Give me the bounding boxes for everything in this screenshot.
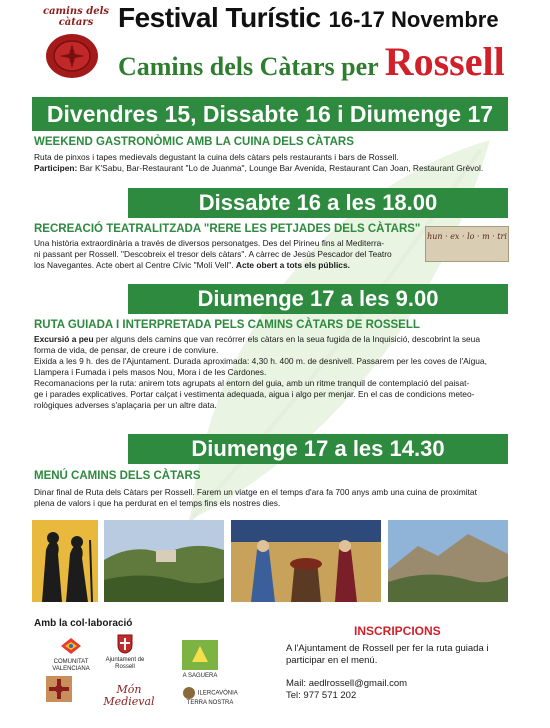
banner-sunday-morning: Diumenge 17 a les 9.00	[128, 284, 508, 314]
logo-text: camins dels càtars	[42, 6, 110, 28]
photo-cathar-silhouettes	[32, 520, 98, 602]
silhouettes-illustration	[32, 520, 98, 602]
text-bold-segment: Acte obert a tots els públics.	[235, 260, 350, 270]
banner-saturday: Dissabte 16 a les 18.00	[128, 188, 508, 218]
text-line	[34, 163, 514, 174]
sponsor-name: Ajuntament de Rossell	[105, 657, 145, 670]
sponsor-mon-medieval: Món Medieval	[103, 683, 155, 708]
section-text-menu	[34, 487, 518, 509]
photo-medieval-manuscript	[231, 520, 381, 602]
mountain-illustration	[388, 520, 508, 602]
text-line: rològiques adverses s'aplaçaria per un altre data.	[34, 400, 217, 410]
text-line: Ruta de pinxos i tapes medievals degustant la cuina dels càtars pels restaurants i bars de Rossell.	[34, 152, 399, 162]
sponsor-name: ILERCAVÒNIA TERRA NOSTRA	[186, 690, 238, 706]
sponsor-cross-logo	[44, 676, 74, 705]
inscriptions-text: A l'Ajuntament de Rossell per fer la ruta guiada i participar en el menú.	[286, 643, 489, 666]
comunitat-valenciana-logo-icon	[59, 636, 83, 656]
contact-phone[interactable]: Tel: 977 571 202	[286, 690, 357, 701]
section-title-theatre: RECREACIÓ TEATRALITZADA "RERE LES PETJADES DELS CÀTARS"	[34, 223, 421, 235]
participants-list: Bar K'Sabu, Bar-Restaurant "Lo de Juanma", Lounge Bar Avenida, Restaurant Can Joan, Restaurant Grèvol.	[79, 163, 484, 173]
section-text-gastronomic	[34, 152, 514, 174]
manuscript-image	[425, 226, 509, 262]
title-main: Festival Turístic	[118, 2, 321, 33]
text-line: forma de vida, de pensar, de creure i de conviure.	[34, 345, 219, 355]
sponsor-name: COMUNITAT VALENCIANA	[52, 659, 90, 672]
contact-info	[286, 678, 407, 702]
section-title-menu: MENÚ CAMINS DELS CÀTARS	[34, 470, 201, 482]
sponsor-associacio	[180, 640, 220, 680]
town-name: Rossell	[384, 39, 505, 84]
text-line	[34, 334, 518, 345]
text-line: Eixida a les 9 h. des de l'Ajuntament. Durada aproximada: 4,30 h. 400 m. de desnivell. Passarem per les coves de l'Aigua,	[34, 356, 487, 366]
landscape-illustration	[104, 520, 224, 602]
text-segment: los Navegantes. Acte obert al Centre Cívic "Molí Vell".	[34, 260, 234, 270]
poster-header	[0, 0, 550, 92]
collaboration-label: Amb la col·laboració	[34, 618, 133, 629]
associacio-logo-icon	[182, 640, 218, 670]
sponsor-ilercavonia	[180, 686, 240, 707]
photo-landscape-village	[104, 520, 224, 602]
inscriptions-title: INSCRIPCIONS	[354, 624, 441, 638]
festival-subtitle	[118, 38, 505, 85]
text-line: ni passant per Rossell. "Descobreix el tresor dels càtars". A càrrec de Jesús Pescador del Teatro	[34, 249, 392, 259]
occitan-cross-icon	[46, 676, 72, 702]
manuscript-text: hun · ex · lo · m · tri	[427, 232, 507, 241]
text-line	[34, 260, 420, 271]
section-text-route	[34, 334, 518, 411]
section-title-route: RUTA GUIADA I INTERPRETADA PELS CAMINS CÀTARS DE ROSSELL	[34, 319, 420, 331]
title-dates: 16-17 Novembre	[328, 7, 499, 32]
photo-mountain-landscape	[388, 520, 508, 602]
text-bold-segment: Excursió a peu	[34, 334, 94, 344]
text-line: Llampera i Fumada i pels masos Nou, Mora i de les Cardones.	[34, 367, 267, 377]
text-line: ge i parades explicatives. Portar calçat i vestimenta adequada, aigua i algo per menjar. En el cas de condicions meteo-	[34, 389, 475, 399]
text-segment: per alguns dels camins que van recórrer els càtars en la seua fugida de la Inquisició, descobrint la seua	[93, 334, 480, 344]
banner-sunday-lunch: Diumenge 17 a les 14.30	[128, 434, 508, 464]
section-title-gastronomic: WEEKEND GASTRONÒMIC AMB LA CUINA DELS CÀTARS	[34, 136, 354, 148]
text-line: Una història extraordinària a través de diversos personatges. Des del Pirineu fins al Mediterra-	[34, 238, 385, 248]
text-line: Recomanacions per la ruta: anirem tots agrupats al entorn del guia, amb un ritme tranquil de contemplació del paisat-	[34, 378, 470, 388]
banner-weekend: Divendres 15, Dissabte 16 i Diumenge 17	[32, 97, 508, 131]
ajuntament-shield-icon	[117, 634, 133, 654]
text-line: plena de valors i que ha perdurat en el temps fins els nostres dies.	[34, 498, 281, 508]
section-text-theatre	[34, 238, 420, 271]
sponsor-ajuntament	[102, 634, 148, 671]
participants-label: Participen:	[34, 163, 78, 173]
wax-seal-logo	[44, 30, 100, 80]
subtitle-text: Camins dels Càtars per	[118, 52, 379, 81]
contact-mail[interactable]: Mail: aedlrossell@gmail.com	[286, 678, 408, 689]
sponsor-comunitat-valenciana	[46, 636, 96, 673]
manuscript-illustration	[231, 520, 381, 602]
sponsor-name: A SAGUERA	[182, 673, 218, 679]
festival-title	[118, 2, 499, 34]
ilercavonia-logo-icon	[182, 686, 196, 700]
text-line: Dinar final de Ruta dels Càtars per Rossell. Farem un viatge en el temps d'ara fa 700 anys amb una cuina de proximitat	[34, 487, 477, 497]
